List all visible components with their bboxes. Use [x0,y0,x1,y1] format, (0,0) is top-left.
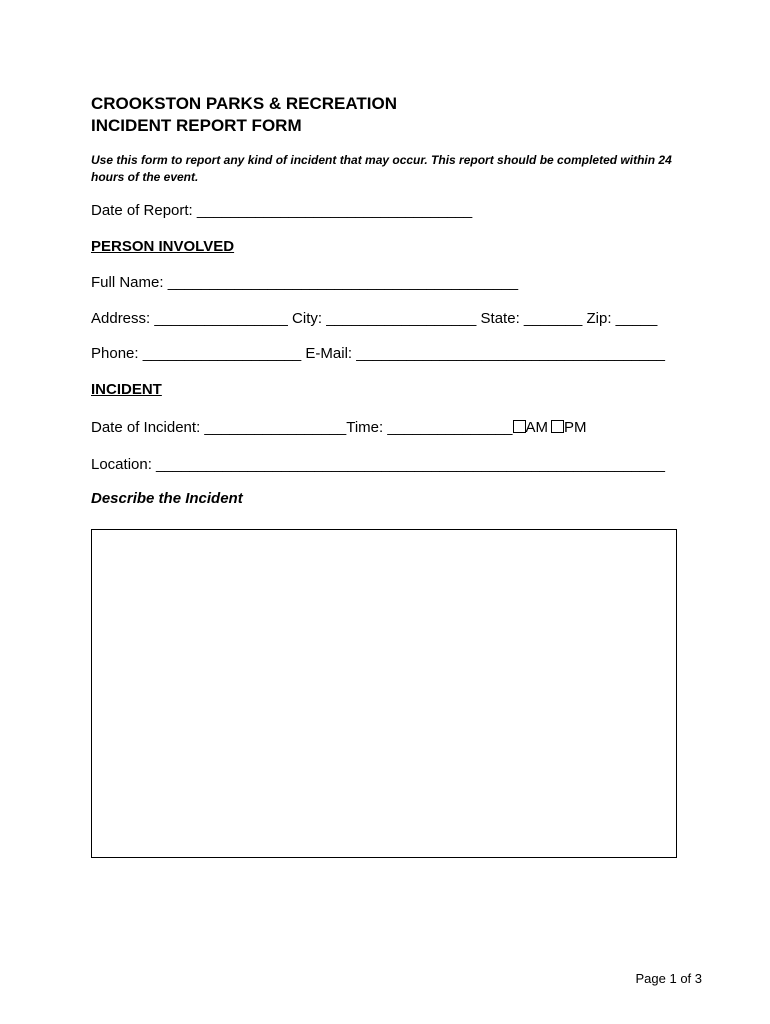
pm-checkbox[interactable] [551,420,564,433]
pm-label: PM [564,419,587,436]
full-name-label: Full Name: [91,274,168,291]
form-title-line2: INCIDENT REPORT FORM [91,116,302,135]
address-field[interactable]: ________________ [154,310,288,327]
full-name-row [91,273,518,293]
zip-label: Zip: [582,310,616,327]
phone-email-row [91,344,665,364]
phone-label: Phone: [91,345,143,362]
date-of-report-row [91,201,472,221]
state-label: State: [476,310,524,327]
location-field[interactable]: _____________________________________________________________ [156,456,665,473]
date-of-report-field[interactable]: _________________________________ [196,202,473,219]
email-field[interactable]: _____________________________________ [356,345,665,362]
describe-incident-textarea[interactable] [91,529,677,858]
zip-field[interactable]: _____ [615,310,658,327]
form-title-line1: CROOKSTON PARKS & RECREATION [91,94,398,113]
describe-incident-heading: Describe the Incident [91,490,243,507]
full-name-field[interactable]: __________________________________________ [167,274,519,291]
form-instructions: Use this form to report any kind of incident that may occur. This report should be completed within 24 hours of the event. [91,153,672,184]
am-checkbox[interactable] [513,420,526,433]
phone-field[interactable]: ___________________ [142,345,302,362]
address-label: Address: [91,310,155,327]
incident-time-label: Time: [346,419,388,436]
incident-date-label: Date of Incident: [91,419,205,436]
city-field[interactable]: __________________ [326,310,477,327]
city-label: City: [287,310,327,327]
incident-date-field[interactable]: _________________ [204,419,347,436]
date-of-report-label: Date of Report: [91,202,197,219]
address-row [91,309,657,329]
am-label: AM [525,419,548,436]
section-heading-incident: INCIDENT [91,381,162,398]
incident-time-field[interactable]: _______________ [387,419,513,436]
section-heading-person-involved: PERSON INVOLVED [91,238,235,255]
page-number: Page 1 of 3 [635,971,702,986]
location-row [91,455,665,475]
state-field[interactable]: _______ [523,310,583,327]
incident-date-time-row [91,418,587,438]
location-label: Location: [91,456,157,473]
email-label: E-Mail: [301,345,357,362]
